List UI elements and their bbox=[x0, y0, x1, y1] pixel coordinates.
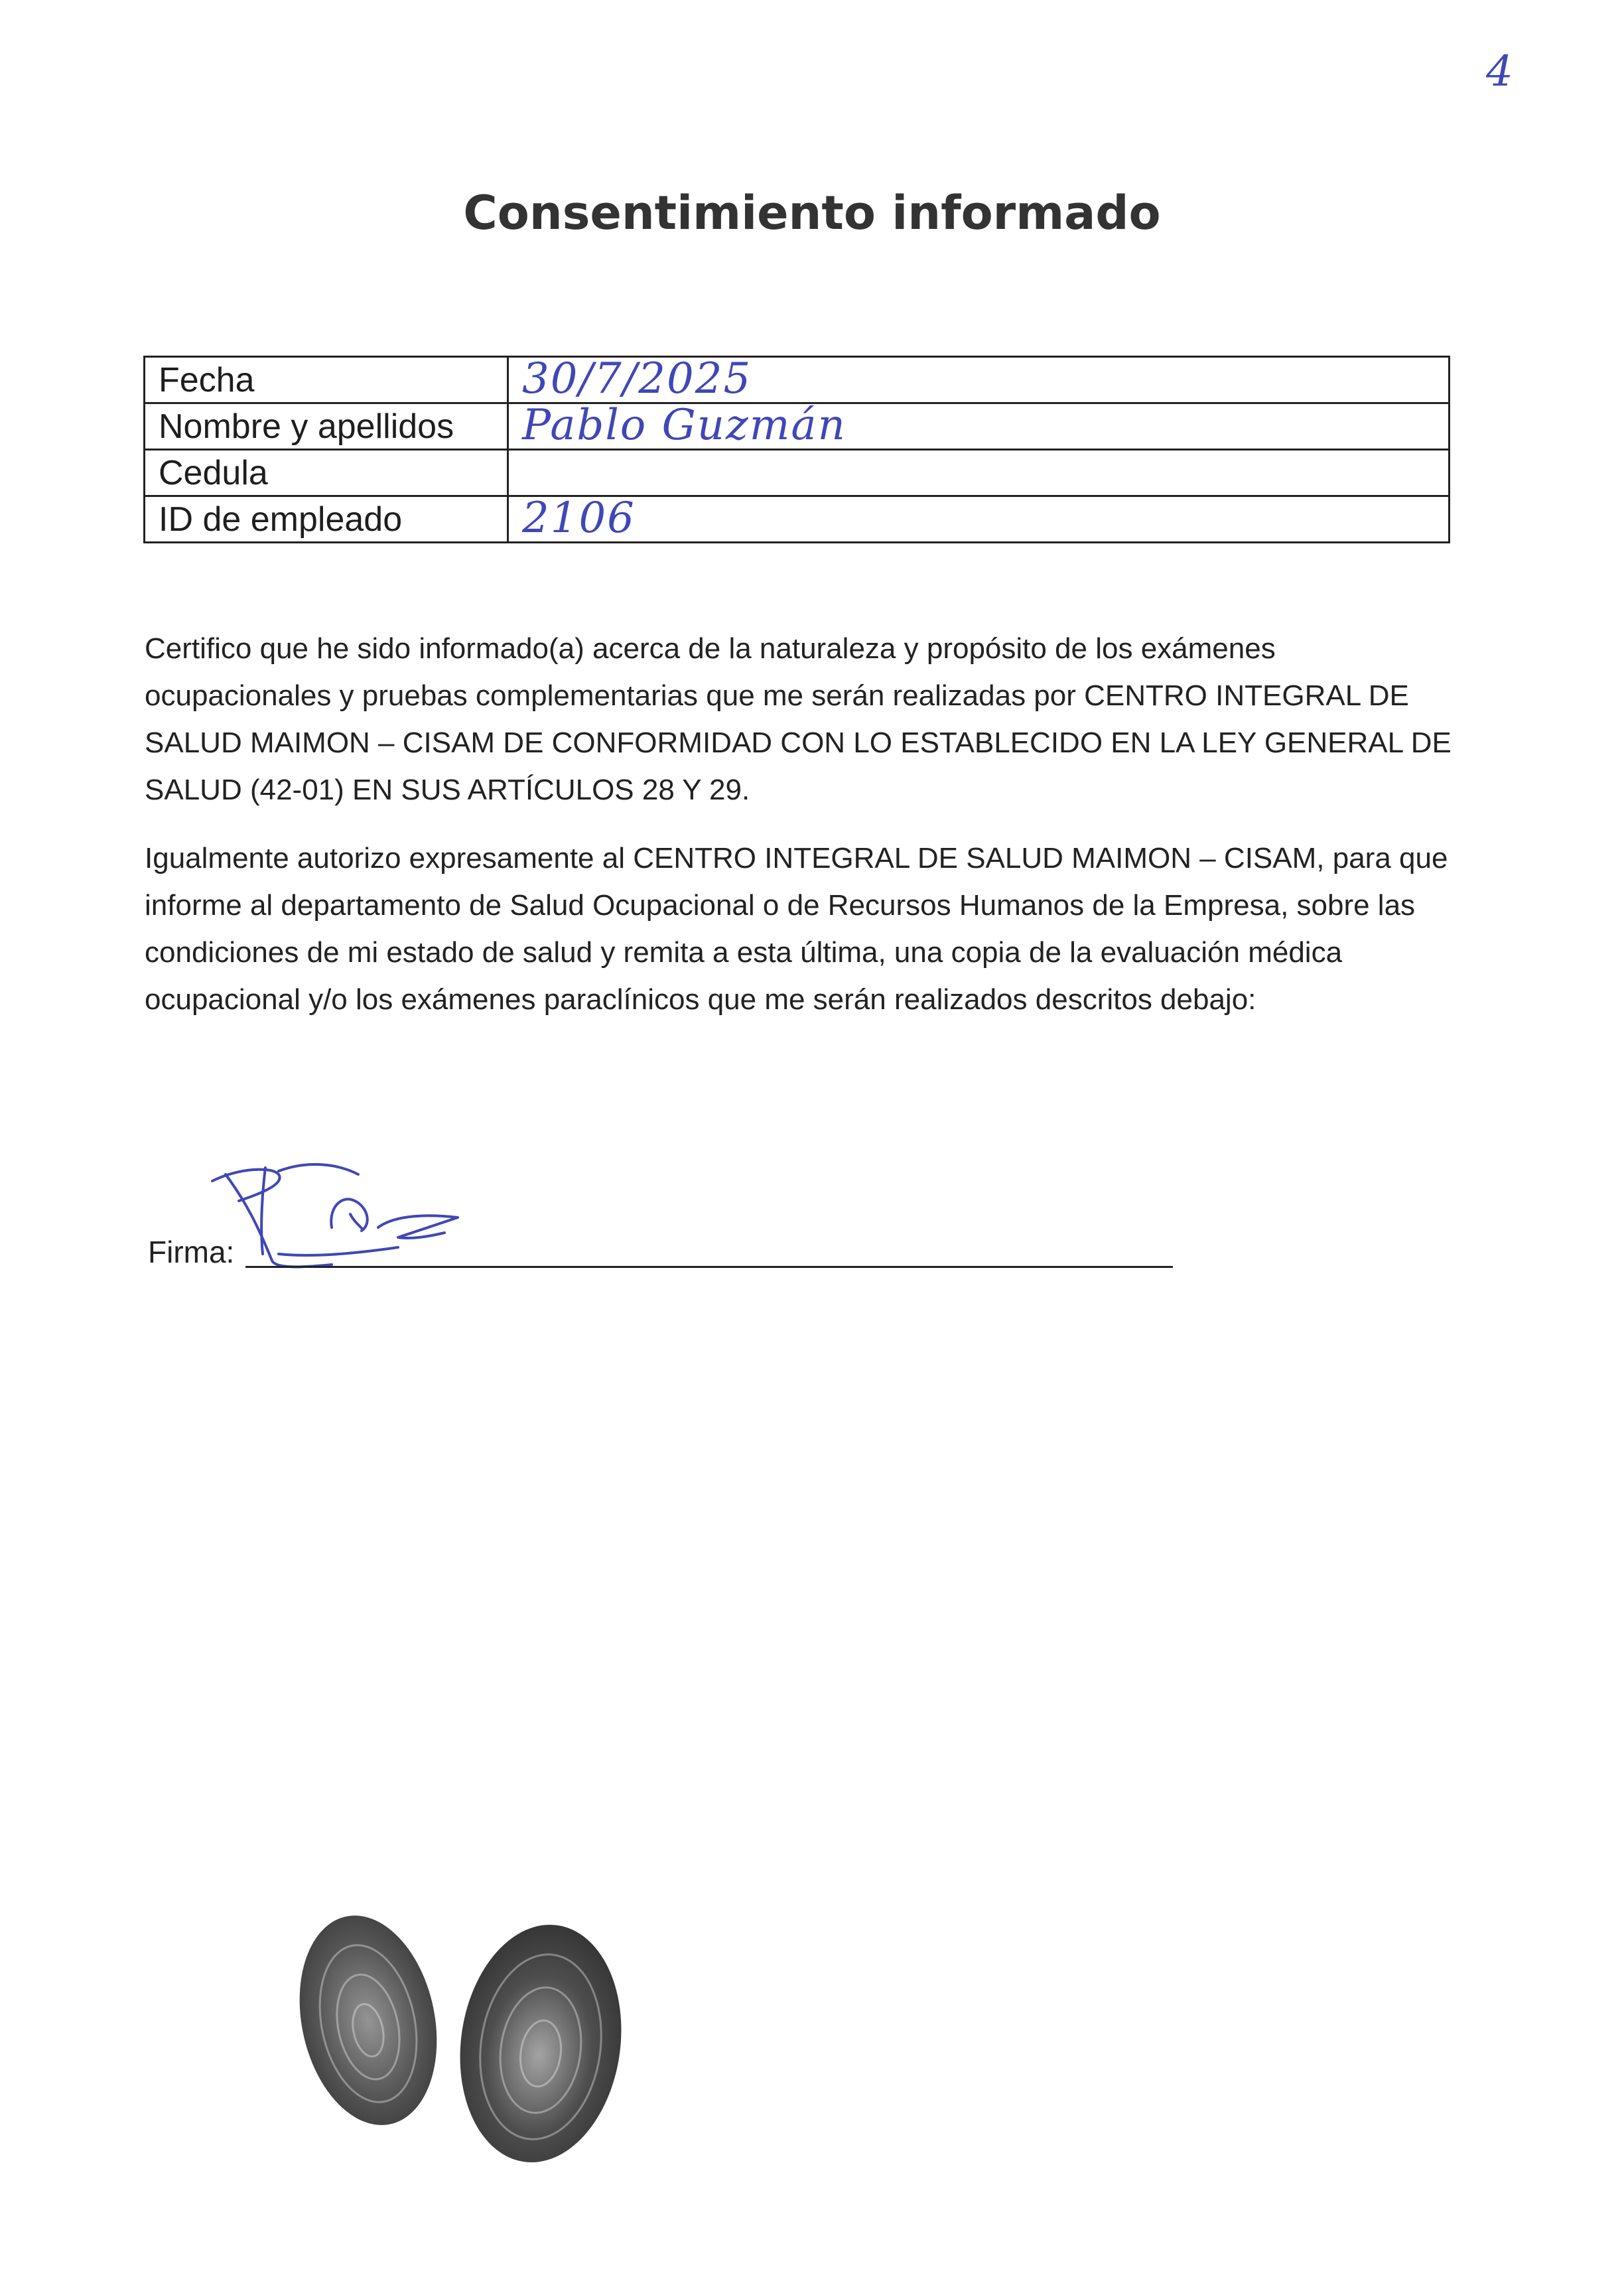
signature-label: Firma: bbox=[148, 1235, 235, 1269]
fingerprint-right bbox=[445, 1914, 630, 2170]
field-nombre[interactable] bbox=[508, 403, 1450, 450]
value-fecha: 30/7/2025 bbox=[522, 356, 752, 403]
table-row bbox=[145, 403, 1450, 450]
row-label-id: ID de empleado bbox=[145, 496, 508, 543]
table-row bbox=[145, 496, 1450, 543]
value-id-empleado: 2106 bbox=[522, 496, 636, 543]
consent-paragraph-1: Certifico que he sido informado(a) acerca de la naturaleza y propósito de los exámenes ocupacionales y pruebas complementarias que me serán realizadas por CENTRO INTEGRAL DE SALUD MAIMON – CISAM DE CONFORMIDAD CON LO ESTABLECIDO EN LA LEY GENERAL DE SALUD (42-01) EN SUS ARTÍCULOS 28 Y 29. bbox=[145, 632, 1452, 806]
fingerprint-left bbox=[285, 1911, 455, 2138]
consent-paragraph-2: Igualmente autorizo expresamente al CENTRO INTEGRAL DE SALUD MAIMON – CISAM, para que informe al departamento de Salud Ocupacional o de Recursos Humanos de la Empresa, sobre las condiciones de mi estado de salud y remita a esta última, una copia de la evaluación médica ocupacional y/o los exámenes paraclínicos que me serán realizados descritos debajo: bbox=[145, 842, 1448, 1016]
table-row bbox=[145, 450, 1450, 496]
row-label-nombre: Nombre y apellidos bbox=[145, 403, 508, 450]
field-cedula[interactable] bbox=[508, 450, 1450, 496]
row-label-fecha: Fecha bbox=[145, 357, 508, 403]
signature-image bbox=[199, 1154, 478, 1281]
fingerprints-image bbox=[285, 1911, 630, 2170]
page-title: Consentimiento informado bbox=[463, 186, 1161, 240]
page-number: 4 bbox=[1486, 47, 1515, 96]
info-table bbox=[143, 356, 1450, 543]
value-nombre: Pablo Guzmán bbox=[522, 403, 846, 450]
table-row bbox=[145, 357, 1450, 403]
field-fecha[interactable] bbox=[508, 357, 1450, 403]
row-label-cedula: Cedula bbox=[145, 450, 508, 496]
field-id-empleado[interactable] bbox=[508, 496, 1450, 543]
signature-line[interactable] bbox=[245, 1266, 1173, 1268]
